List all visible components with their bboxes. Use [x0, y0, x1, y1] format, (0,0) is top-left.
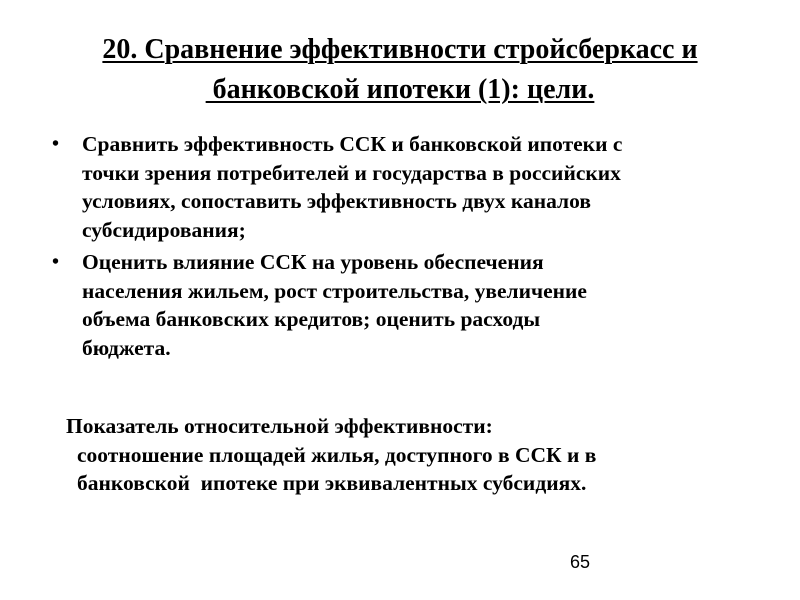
bullet-line: объема банковских кредитов; оценить расходы [82, 307, 541, 331]
bullet-list [52, 130, 752, 366]
efficiency-indicator-text [60, 412, 760, 498]
bullet-item-assess [52, 248, 752, 362]
bullet-line: субсидирования; [82, 217, 246, 242]
summary-line-2: соотношение площадей жилья, доступного в ССК и в [77, 442, 597, 467]
bullet-marker: • [52, 133, 60, 155]
bullet-line: населения жильем, рост строительства, увеличение [82, 278, 587, 303]
summary-line-1: Показатель относительной эффективности: [66, 414, 493, 438]
bullet-line: бюджета. [82, 335, 171, 360]
bullet-line: Сравнить эффективность ССК и банковской ипотеки с [82, 132, 623, 156]
summary-line-3: банковской ипотеке при эквивалентных субсидиях. [77, 471, 587, 495]
slide-title [40, 30, 760, 110]
bullet-item-compare [52, 130, 752, 244]
bullet-marker: • [52, 251, 60, 273]
title-line-1: 20. Сравнение эффективности стройсберкасс и [102, 34, 698, 65]
title-line-2: банковской ипотеки (1): цели. [205, 74, 595, 105]
bullet-line: точки зрения потребителей и государства в российских [82, 160, 621, 185]
page-number: 65 [570, 552, 591, 572]
bullet-line: Оценить влияние ССК на уровень обеспечения [82, 250, 544, 274]
bullet-line: условиях, сопоставить эффективность двух каналов [82, 189, 591, 213]
